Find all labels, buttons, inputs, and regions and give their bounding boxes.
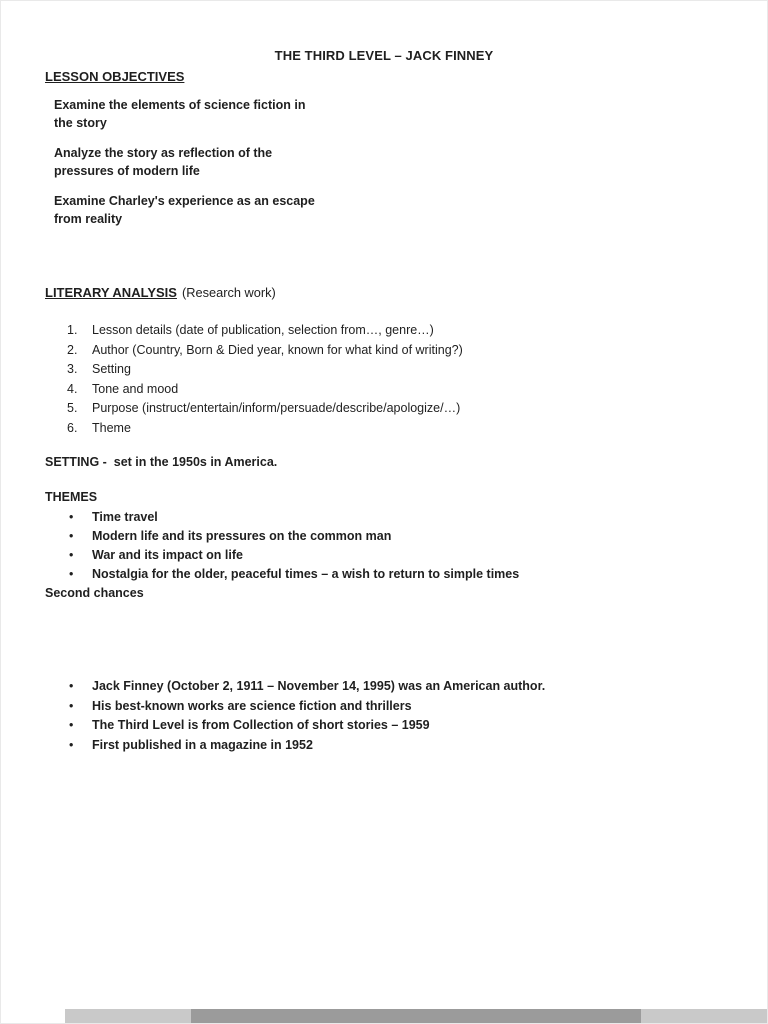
list-number: 6.	[67, 420, 78, 435]
list-text: Author (Country, Born & Died year, known for what kind of writing?)	[92, 342, 463, 357]
list-item	[67, 321, 767, 341]
theme-text: War and its impact on life	[92, 548, 243, 562]
themes-heading: THEMES	[45, 490, 98, 504]
list-item	[67, 341, 767, 361]
theme-text: Time travel	[92, 510, 158, 524]
author-fact-text: Jack Finney (October 2, 1911 – November 14, 1995) was an American author.	[92, 679, 546, 693]
author-fact-text: First published in a magazine in 1952	[92, 737, 313, 752]
list-text: Setting	[92, 362, 131, 376]
theme-item	[69, 508, 767, 527]
objective-item: Analyze the story as reflection of the pressures of modern life	[54, 146, 273, 178]
author-fact-item	[69, 697, 767, 717]
literary-analysis-heading-row	[45, 285, 767, 300]
theme-item	[69, 546, 767, 565]
list-number: 4.	[67, 381, 78, 396]
lesson-objectives-heading: LESSON OBJECTIVES	[45, 69, 185, 84]
list-item	[67, 419, 767, 439]
second-chances-line: Second chances	[45, 586, 144, 600]
page-bottom-edge	[65, 1009, 767, 1023]
list-item	[67, 399, 767, 419]
page-bottom-edge-inner	[191, 1009, 641, 1023]
author-facts-list	[1, 677, 767, 755]
author-fact-text: His best-known works are science fiction and thrillers	[92, 698, 412, 713]
author-fact-text: The Third Level is from Collection of short stories – 1959	[92, 718, 430, 732]
author-fact-item	[69, 736, 767, 756]
theme-text: Modern life and its pressures on the common man	[92, 529, 392, 543]
document-title: THE THIRD LEVEL – JACK FINNEY	[274, 48, 494, 63]
list-item	[67, 380, 767, 400]
objective-item: Examine the elements of science fiction in the story	[54, 98, 306, 130]
theme-text: Nostalgia for the older, peaceful times – a wish to return to simple times	[92, 567, 520, 581]
list-item	[67, 360, 767, 380]
list-text: Lesson details (date of publication, selection from…, genre…)	[92, 323, 434, 337]
author-fact-item	[69, 677, 767, 697]
list-text: Theme	[92, 420, 131, 435]
list-text: Tone and mood	[92, 381, 179, 396]
theme-item	[69, 527, 767, 546]
author-fact-item	[69, 716, 767, 736]
literary-analysis-heading: LITERARY ANALYSIS	[45, 285, 177, 300]
list-text: Purpose (instruct/entertain/inform/persuade/describe/apologize/…)	[92, 401, 461, 415]
literary-analysis-subtitle: (Research work)	[181, 285, 276, 300]
setting-line: SETTING - set in the 1950s in America.	[45, 455, 278, 469]
list-number: 3.	[67, 362, 78, 376]
list-number: 1.	[67, 323, 78, 337]
theme-item	[69, 565, 767, 584]
themes-list	[1, 508, 767, 584]
list-number: 2.	[67, 342, 78, 357]
literary-analysis-list	[1, 321, 767, 438]
objective-item: Examine Charley's experience as an escape from reality	[54, 194, 315, 226]
list-number: 5.	[67, 401, 78, 415]
